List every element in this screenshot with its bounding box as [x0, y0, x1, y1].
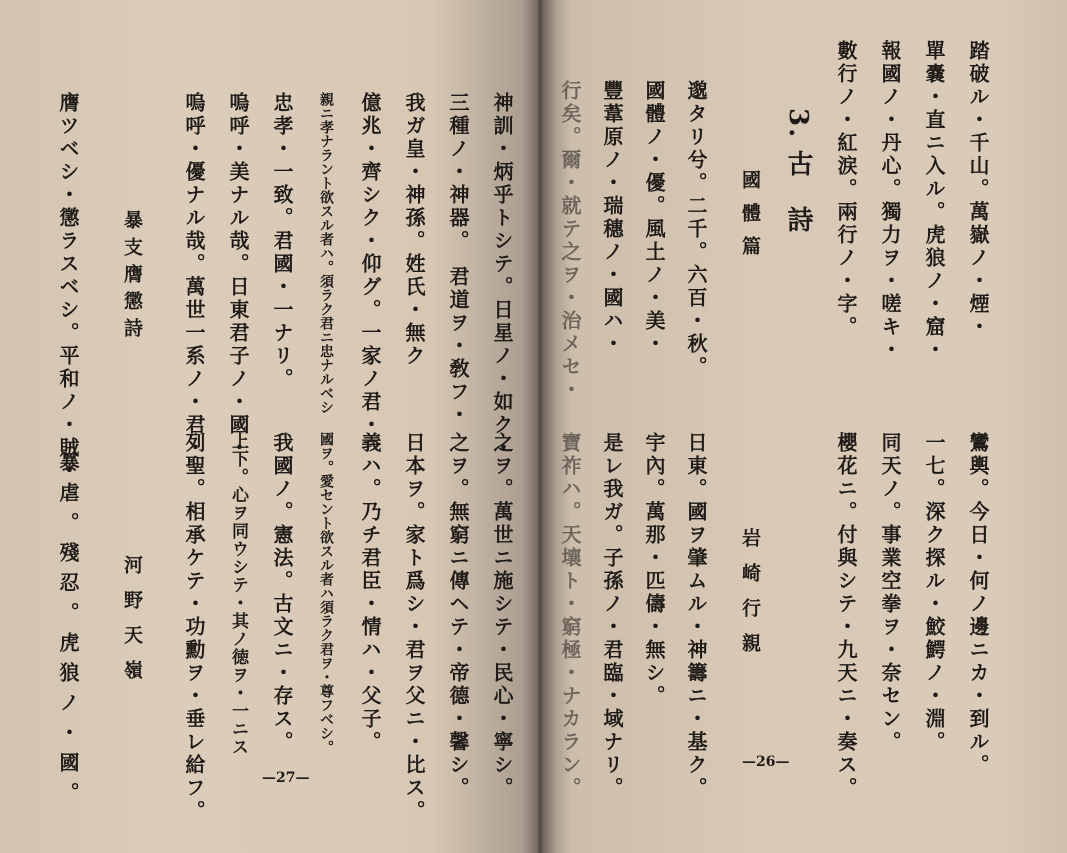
poem-col-4-top: 行矣。爾・就テ之ヲ・治メセ・	[558, 80, 582, 402]
page-number-27: —27—	[262, 770, 310, 786]
left-col-2-bottom: 之ヲ。無窮ニ傳ヘテ・帝德・馨シ。	[446, 432, 470, 800]
left-col-5-bottom: 國ヲ。愛セント欲スル者ハ須ラク君ヲ・尊フベシ。	[318, 432, 334, 754]
right-col-1-top: 踏破ル・千山。萬嶽ノ・煙・	[966, 40, 990, 339]
page-number-26: —26—	[742, 754, 790, 770]
left-col-1-top: 神訓・炳乎トシテ。日星ノ・如ク・	[490, 92, 514, 460]
left-col-2-top: 三種ノ・神器。 君道ヲ・敎フ・	[446, 92, 470, 427]
left-col-6-top: 忠孝・一致。君國・一ナリ。	[270, 92, 294, 391]
left-col-8-top: 嗚呼・優ナル哉。萬世一系ノ・君・	[182, 92, 206, 460]
poem-col-4-bottom: 寶祚ハ。天壤ト・窮極・ナカラン。	[558, 432, 582, 800]
right-col-3-top: 報國ノ・丹心。獨力ヲ・嗟キ・	[878, 40, 902, 362]
right-col-4-top: 數行ノ・紅涙。兩行ノ・字。	[834, 40, 858, 339]
left-col-1-bottom: 之ヲ。萬世ニ施シテ・民心・寧シ。	[490, 432, 514, 800]
left-col-5-top: 親ニ孝ナラント欲スル者ハ。須ラク君ニ忠ナルベシ	[318, 92, 334, 414]
right-col-1-bottom: 鸞輿。今日・何ノ邊ニカ・到ル。	[966, 432, 990, 777]
poem-col-1-top: 邈タリ兮。二千。六百・秋。	[684, 80, 708, 379]
poem-title-kokutai: 國體篇	[739, 170, 761, 269]
boshi-col-1-bottom: 暴虐。殘忍。虎狼ノ・國。	[56, 452, 80, 812]
right-page	[540, 0, 1067, 853]
left-col-7-bottom: 上下。心ヲ同ウシテ・其ノ徳ヲ・一ニス	[228, 432, 248, 756]
left-col-8-bottom: 列聖。相承ケテ・功勳ヲ・垂レ給フ。	[182, 432, 206, 823]
poem-col-2-bottom: 宇內。萬那・匹儔・無シ。	[642, 432, 666, 708]
poem-col-2-top: 國體ノ・優。風土ノ・美・	[642, 80, 666, 356]
left-col-3-top: 我ガ皇・神孫。姓氏・無ク	[402, 92, 426, 368]
poem-col-3-bottom: 是レ我ガ。子孫ノ・君臨・域ナリ。	[600, 432, 624, 800]
left-col-7-top: 嗚呼・美ナル哉。日東君子ノ・國・	[226, 92, 250, 460]
poem-author-iwasaki: 岩崎行親	[739, 528, 761, 668]
poem-title-boshi: 暴支膺懲詩	[121, 210, 143, 345]
left-col-3-bottom: 日本ヲ。家ト爲シ・君ヲ父ニ・比ス。	[402, 432, 426, 823]
left-col-6-bottom: 我國ノ。憲法。古文ニ・存ス。	[270, 432, 294, 754]
left-col-4-top: 億兆・齊シク・仰グ。一家ノ君・	[358, 92, 382, 437]
section-heading: 3. 古 詩	[783, 108, 813, 235]
poem-author-kono: 河野天嶺	[121, 555, 143, 695]
right-col-3-bottom: 同天ノ。事業空拳ヲ・奈セン。	[878, 432, 902, 754]
boshi-col-1-top: 膺ツベシ・懲ラスベシ。平和ノ・賊・	[56, 92, 80, 483]
right-col-2-bottom: 一七。深ク探ル・鮫鰐ノ・淵。	[922, 432, 946, 754]
right-col-2-top: 單嚢・直ニ入ル。虎狼ノ・窟・	[922, 40, 946, 362]
right-col-4-bottom: 櫻花ニ。付與シテ・九天ニ・奏ス。	[834, 432, 858, 800]
left-col-4-bottom: 義ハ。乃チ君臣・情ハ・父子。	[358, 432, 382, 754]
poem-col-1-bottom: 日東。國ヲ肇ムル・神籌ニ・基ク。	[684, 432, 708, 800]
poem-col-3-top: 豐葦原ノ・瑞穗ノ・國ハ・	[600, 80, 624, 356]
